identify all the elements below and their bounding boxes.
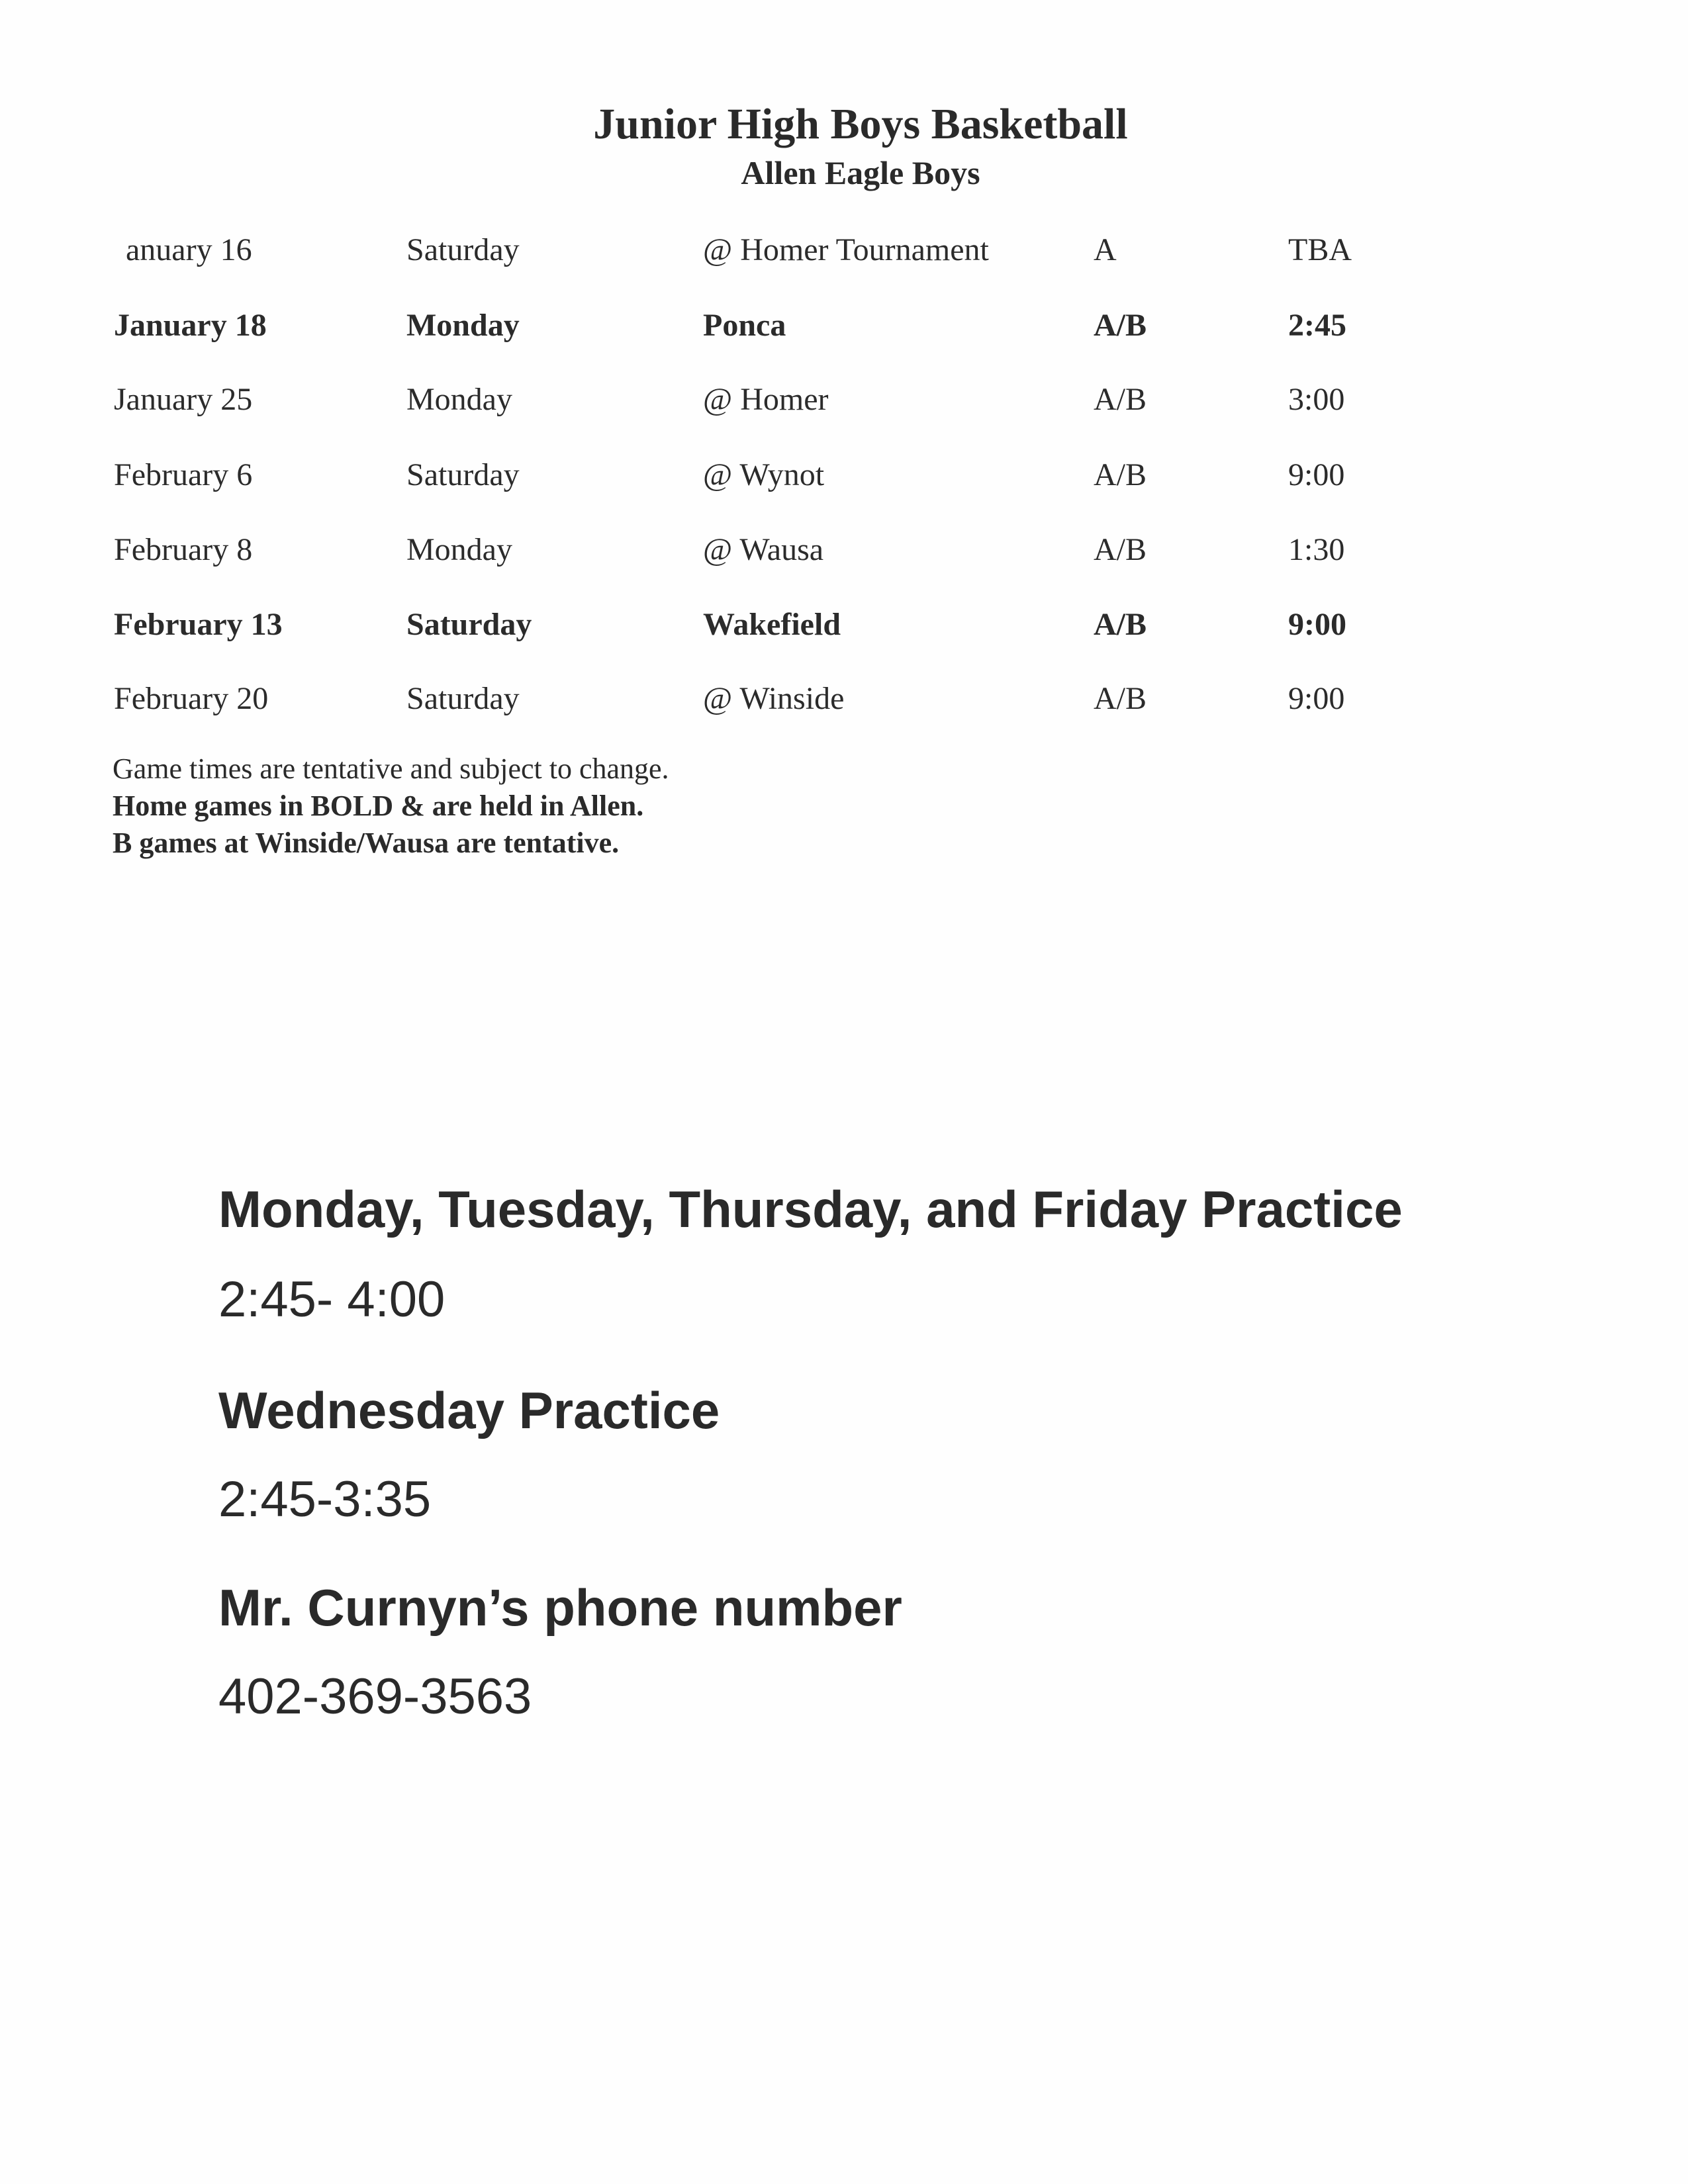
game-day: Saturday: [406, 607, 532, 642]
game-opponent: @ Homer Tournament: [703, 232, 989, 267]
game-level: A/B: [1094, 382, 1147, 417]
game-date: anuary 16: [126, 232, 252, 267]
schedule-row: [0, 307, 1688, 353]
game-opponent: Wakefield: [703, 607, 841, 642]
game-level: A/B: [1094, 532, 1147, 567]
game-level: A/B: [1094, 607, 1147, 642]
game-day: Saturday: [406, 232, 520, 267]
game-opponent: @ Winside: [703, 681, 845, 716]
game-time: 2:45: [1288, 308, 1346, 343]
game-day: Monday: [406, 532, 512, 567]
game-date: February 20: [114, 681, 269, 716]
schedule-row: [0, 381, 1688, 428]
game-level: A/B: [1094, 308, 1147, 343]
game-day: Saturday: [406, 681, 520, 716]
schedule-row: [0, 680, 1688, 727]
schedule-notes: [113, 751, 669, 862]
game-time: 9:00: [1288, 607, 1346, 642]
weekday-practice-heading: Monday, Tuesday, Thursday, and Friday Practice: [218, 1180, 1403, 1238]
weekday-practice-time: 2:45- 4:00: [218, 1271, 445, 1328]
schedule-row: [0, 457, 1688, 503]
game-time: 9:00: [1288, 457, 1345, 492]
schedule-row: [0, 531, 1688, 578]
note-tentative-times: Game times are tentative and subject to change.: [113, 752, 669, 785]
schedule-row: [0, 606, 1688, 653]
game-opponent: @ Wausa: [703, 532, 824, 567]
phone-number: 402-369-3563: [218, 1668, 532, 1725]
game-time: 3:00: [1288, 382, 1345, 417]
game-day: Saturday: [406, 457, 520, 492]
note-home-games: Home games in BOLD & are held in Allen.: [113, 790, 644, 822]
document-subtitle: Allen Eagle Boys: [741, 154, 980, 191]
game-opponent: @ Homer: [703, 382, 829, 417]
wednesday-practice-heading: Wednesday Practice: [218, 1381, 720, 1439]
game-date: February 8: [114, 532, 253, 567]
game-date: February 13: [114, 607, 283, 642]
game-date: February 6: [114, 457, 253, 492]
note-b-games: B games at Winside/Wausa are tentative.: [113, 827, 620, 859]
document-title: Junior High Boys Basketball: [593, 100, 1128, 148]
game-day: Monday: [406, 308, 520, 343]
game-opponent: @ Wynot: [703, 457, 825, 492]
game-date: January 25: [114, 382, 253, 417]
game-level: A/B: [1094, 681, 1147, 716]
game-level: A: [1094, 232, 1117, 267]
game-opponent: Ponca: [703, 308, 786, 343]
wednesday-practice-time: 2:45-3:35: [218, 1471, 432, 1527]
game-time: TBA: [1288, 232, 1352, 267]
phone-heading: Mr. Curnyn’s phone number: [218, 1578, 902, 1637]
game-time: 1:30: [1288, 532, 1345, 567]
game-day: Monday: [406, 382, 512, 417]
schedule-row: [0, 232, 1688, 278]
game-level: A/B: [1094, 457, 1147, 492]
game-date: January 18: [114, 308, 267, 343]
game-time: 9:00: [1288, 681, 1345, 716]
